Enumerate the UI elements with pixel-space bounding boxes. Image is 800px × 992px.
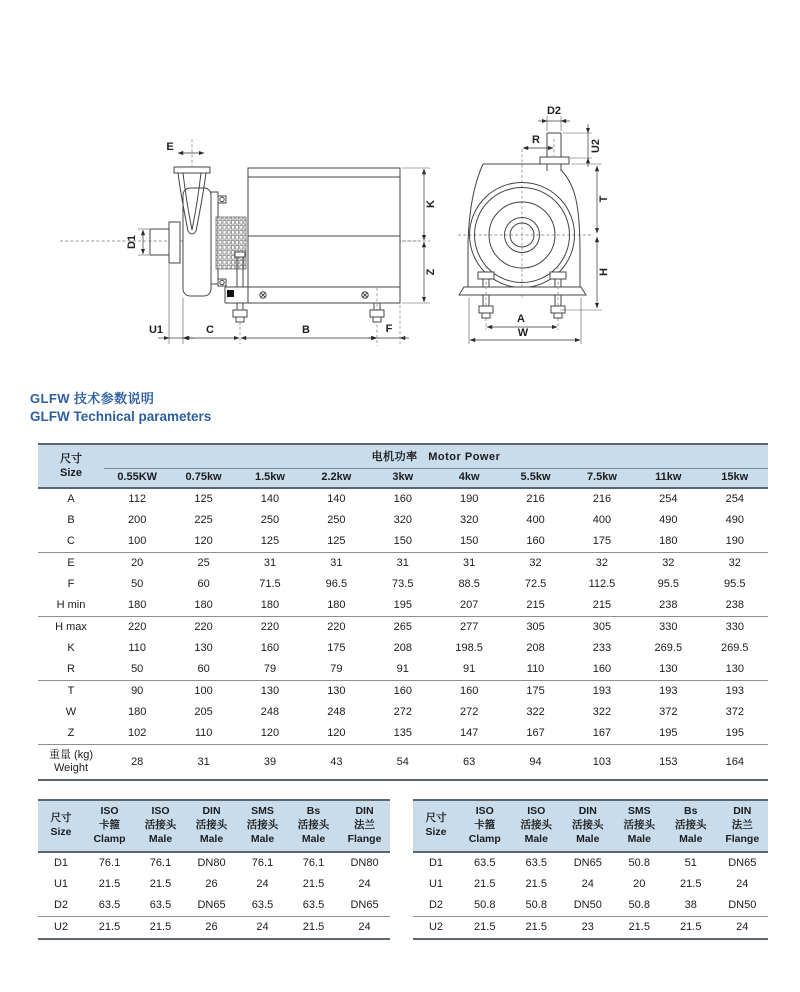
value-cell: 220 xyxy=(170,617,236,639)
dim-label-b: B xyxy=(302,324,310,336)
value-cell: 160 xyxy=(526,535,545,547)
column-header: 5.5kw xyxy=(502,469,568,489)
value-cell: 20 xyxy=(633,878,646,891)
value-cell: DN65 xyxy=(350,899,379,912)
section-title-en: GLFW Technical parameters xyxy=(30,408,212,424)
value-cell: 195 xyxy=(393,599,412,611)
row-label: C xyxy=(67,535,75,547)
value-cell: DN65 xyxy=(573,857,602,870)
row-label: U1 xyxy=(53,878,69,891)
value-cell: 88.5 xyxy=(458,578,480,590)
value-cell: 24 xyxy=(581,878,594,891)
row-label: U2 xyxy=(38,916,84,939)
clamp-fins xyxy=(216,217,246,269)
column-header: 15kw xyxy=(702,469,768,489)
value-cell: 250 xyxy=(327,514,346,526)
value-cell: 160 xyxy=(436,681,502,703)
value-cell: 50.8 xyxy=(628,899,650,912)
value-cell: 73.5 xyxy=(392,578,414,590)
value-cell: 140 xyxy=(327,493,346,505)
value-cell: 175 xyxy=(592,535,612,547)
section-heading xyxy=(30,390,211,426)
value-cell: 372 xyxy=(725,706,744,718)
value-cell: 250 xyxy=(260,514,280,526)
value-cell: 180 xyxy=(128,599,147,611)
column-header: DIN 活接头 Male xyxy=(186,800,237,852)
value-cell: 103 xyxy=(569,745,635,781)
value-cell: 100 xyxy=(170,681,236,703)
value-cell: 112.5 xyxy=(588,578,616,590)
table-row xyxy=(38,574,768,595)
value-cell: 130 xyxy=(237,681,303,703)
value-cell: 21.5 xyxy=(302,878,325,891)
value-cell: 130 xyxy=(725,663,744,675)
value-cell: 50.8 xyxy=(628,857,650,870)
table-row xyxy=(38,659,768,681)
value-cell: 110 xyxy=(128,642,146,654)
value-cell: 272 xyxy=(393,706,412,718)
pump-side-view xyxy=(60,139,437,346)
connection-table-left xyxy=(38,799,390,940)
connection-table-left-section xyxy=(38,799,390,940)
value-cell: 190 xyxy=(725,535,744,547)
column-header: 4kw xyxy=(436,469,502,489)
value-cell: 180 xyxy=(194,599,213,611)
table-body xyxy=(38,852,390,939)
value-cell: 130 xyxy=(659,663,678,675)
value-cell: 167 xyxy=(592,727,612,739)
value-cell: 76.1 xyxy=(251,857,274,870)
value-cell: 21.5 xyxy=(614,916,666,939)
row-label: 重量 (kg) Weight xyxy=(38,745,104,781)
value-cell: 269.5 xyxy=(654,642,683,654)
value-cell: 248 xyxy=(260,706,280,718)
motor-body xyxy=(248,168,400,303)
value-cell: 265 xyxy=(370,617,436,639)
column-header: DIN 法兰 Flange xyxy=(717,800,769,852)
value-cell: 28 xyxy=(104,745,170,781)
row-label: U1 xyxy=(428,878,444,891)
table-row xyxy=(413,895,768,917)
value-cell: DN80 xyxy=(197,857,226,870)
value-cell: 195 xyxy=(725,727,744,739)
row-label: B xyxy=(67,514,75,526)
value-cell: 39 xyxy=(237,745,303,781)
row-label: D1 xyxy=(428,857,444,870)
value-cell: 63.5 xyxy=(149,899,172,912)
value-cell: 20 xyxy=(104,553,170,575)
value-cell: 63.5 xyxy=(525,857,547,870)
value-cell: 215 xyxy=(526,599,545,611)
value-cell: 32 xyxy=(702,553,768,575)
section-title-zh: GLFW 技术参数说明 xyxy=(30,391,155,406)
table-row xyxy=(38,745,768,781)
top-outlet-pipe xyxy=(540,133,569,171)
table-body xyxy=(38,488,768,780)
value-cell: 21.5 xyxy=(459,916,511,939)
value-cell: 63.5 xyxy=(474,857,496,870)
value-cell: 31 xyxy=(237,553,303,575)
value-cell: 32 xyxy=(635,553,701,575)
value-cell: 225 xyxy=(194,514,213,526)
value-cell: 100 xyxy=(128,535,147,547)
value-cell: 164 xyxy=(702,745,768,781)
value-cell: 21.5 xyxy=(98,878,121,891)
value-cell: 160 xyxy=(592,663,612,675)
value-cell: 130 xyxy=(303,681,369,703)
table-row xyxy=(38,852,390,874)
row-label: W xyxy=(65,706,77,718)
value-cell: 91 xyxy=(396,663,409,675)
row-label: H min xyxy=(56,599,86,611)
value-cell: 21.5 xyxy=(149,878,172,891)
value-cell: 110 xyxy=(194,727,213,739)
column-header: SMS 活接头 Male xyxy=(614,800,666,852)
value-cell: 76.1 xyxy=(98,857,121,870)
value-cell: 193 xyxy=(702,681,768,703)
value-cell: 254 xyxy=(725,493,744,505)
value-cell: 50.8 xyxy=(525,899,547,912)
dim-label-w: W xyxy=(517,327,529,339)
value-cell: 320 xyxy=(459,514,479,526)
value-cell: 21.5 xyxy=(511,916,563,939)
dim-label-c: C xyxy=(206,324,214,336)
value-cell: 216 xyxy=(592,493,612,505)
table-row xyxy=(38,638,768,659)
table-row xyxy=(38,874,390,895)
dim-label-h: H xyxy=(598,268,610,276)
value-cell: 208 xyxy=(526,642,545,654)
right-foot-bolt xyxy=(550,266,566,330)
table-body xyxy=(413,852,768,939)
value-cell: 112 xyxy=(128,493,146,505)
dimension-D1 xyxy=(126,229,149,255)
value-cell: 60 xyxy=(197,578,210,590)
table-row xyxy=(38,488,768,510)
value-cell: 238 xyxy=(659,599,678,611)
value-cell: 72.5 xyxy=(524,578,547,590)
value-cell: 305 xyxy=(569,617,635,639)
value-cell: 31 xyxy=(303,553,369,575)
table-row xyxy=(38,617,768,639)
value-cell: 60 xyxy=(197,663,210,675)
dim-label-z: Z xyxy=(425,268,437,276)
base-plate xyxy=(459,287,586,295)
column-header: 尺寸 Size xyxy=(413,800,459,852)
column-header: ISO 活接头 Male xyxy=(511,800,563,852)
value-cell: 31 xyxy=(370,553,436,575)
row-label: U2 xyxy=(413,916,459,939)
value-cell: 135 xyxy=(393,727,412,739)
table-row xyxy=(38,510,768,531)
value-cell: 79 xyxy=(330,663,343,675)
value-cell: 43 xyxy=(303,745,369,781)
column-header: 11kw xyxy=(635,469,701,489)
value-cell: 95.5 xyxy=(724,578,746,590)
table-header xyxy=(38,444,768,488)
column-header: 1.5kw xyxy=(237,469,303,489)
table-row xyxy=(38,553,768,575)
motor-power-header: 电机功率 Motor Power xyxy=(104,444,768,469)
row-label: D2 xyxy=(428,899,444,912)
value-cell: 54 xyxy=(370,745,436,781)
value-cell: 160 xyxy=(393,493,412,505)
value-cell: 38 xyxy=(684,899,697,912)
value-cell: 193 xyxy=(635,681,701,703)
value-cell: 180 xyxy=(128,706,147,718)
value-cell: 120 xyxy=(194,535,213,547)
value-cell: 120 xyxy=(260,727,280,739)
value-cell: 63.5 xyxy=(302,899,325,912)
value-cell: 24 xyxy=(717,916,769,939)
value-cell: 180 xyxy=(260,599,280,611)
value-cell: 147 xyxy=(459,727,479,739)
value-cell: 32 xyxy=(569,553,635,575)
value-cell: 24 xyxy=(237,916,288,939)
dim-label-f: F xyxy=(385,323,393,335)
value-cell: 24 xyxy=(339,916,390,939)
value-cell: 21.5 xyxy=(84,916,135,939)
value-cell: 150 xyxy=(459,535,479,547)
column-header: 0.55KW xyxy=(104,469,170,489)
row-label: D1 xyxy=(53,857,69,870)
row-label: T xyxy=(38,681,104,703)
value-cell: 220 xyxy=(303,617,369,639)
value-cell: 21.5 xyxy=(474,878,496,891)
dim-label-t: T xyxy=(598,195,610,203)
value-cell: DN65 xyxy=(197,899,226,912)
dimension-D2 xyxy=(538,105,570,131)
value-cell: 95.5 xyxy=(657,578,680,590)
value-cell: 79 xyxy=(263,663,277,675)
value-cell: 140 xyxy=(260,493,280,505)
value-cell: 400 xyxy=(526,514,545,526)
table-row xyxy=(413,874,768,895)
column-header: 2.2kw xyxy=(303,469,369,489)
value-cell: 160 xyxy=(370,681,436,703)
column-header: Bs 活接头 Male xyxy=(288,800,339,852)
value-cell: 51 xyxy=(684,857,697,870)
value-cell: 269.5 xyxy=(720,642,749,654)
left-foot-bolt xyxy=(478,266,494,330)
value-cell: 125 xyxy=(260,535,280,547)
table-header xyxy=(413,800,768,852)
value-cell: 120 xyxy=(327,727,346,739)
value-cell: DN50 xyxy=(728,899,757,912)
value-cell: 50 xyxy=(131,578,144,590)
column-header: 尺寸 Size xyxy=(38,800,84,852)
table-row xyxy=(38,702,768,723)
value-cell: 76.1 xyxy=(302,857,325,870)
column-header: DIN 活接头 Male xyxy=(562,800,614,852)
value-cell: 125 xyxy=(327,535,346,547)
column-header: ISO 活接头 Male xyxy=(135,800,186,852)
row-label: K xyxy=(67,642,75,654)
value-cell: 21.5 xyxy=(135,916,186,939)
row-label: R xyxy=(67,663,75,675)
value-cell: 32 xyxy=(502,553,568,575)
value-cell: 31 xyxy=(170,745,236,781)
dim-label-a: A xyxy=(517,313,525,325)
value-cell: 21.5 xyxy=(288,916,339,939)
dimension-R xyxy=(523,134,554,156)
value-cell: 50 xyxy=(131,663,144,675)
value-cell: 153 xyxy=(635,745,701,781)
column-header: Bs 活接头 Male xyxy=(665,800,717,852)
value-cell: 110 xyxy=(526,663,545,675)
column-header: DIN 法兰 Flange xyxy=(339,800,390,852)
value-cell: 207 xyxy=(459,599,479,611)
value-cell: 322 xyxy=(592,706,612,718)
value-cell: 31 xyxy=(436,553,502,575)
value-cell: 175 xyxy=(502,681,568,703)
dim-label-u1: U1 xyxy=(148,324,164,336)
value-cell: 220 xyxy=(237,617,303,639)
value-cell: 180 xyxy=(327,599,346,611)
value-cell: 26 xyxy=(186,916,237,939)
row-label: H max xyxy=(38,617,104,639)
column-header: ISO 卡箍 Clamp xyxy=(459,800,511,852)
value-cell: 400 xyxy=(592,514,612,526)
value-cell: DN50 xyxy=(573,899,602,912)
table-row xyxy=(413,852,768,874)
value-cell: 24 xyxy=(256,878,269,891)
value-cell: 490 xyxy=(725,514,744,526)
value-cell: 90 xyxy=(104,681,170,703)
value-cell: 96.5 xyxy=(325,578,348,590)
value-cell: 190 xyxy=(459,493,479,505)
value-cell: 91 xyxy=(463,663,476,675)
value-cell: 150 xyxy=(393,535,412,547)
value-cell: 130 xyxy=(194,642,213,654)
value-cell: 63.5 xyxy=(98,899,121,912)
table-row xyxy=(38,531,768,553)
value-cell: 24 xyxy=(736,878,749,891)
value-cell: 21.5 xyxy=(665,916,717,939)
dim-label-u2: U2 xyxy=(590,138,602,154)
casing-outline xyxy=(468,164,580,288)
value-cell: 102 xyxy=(128,727,147,739)
value-cell: 238 xyxy=(725,599,744,611)
value-cell: 372 xyxy=(659,706,678,718)
dimension-K-Z xyxy=(402,168,437,303)
pump-dimension-drawing xyxy=(0,0,800,380)
value-cell: 23 xyxy=(562,916,614,939)
dim-label-d1: D1 xyxy=(126,234,138,250)
table-row xyxy=(38,895,390,917)
dim-label-d2: D2 xyxy=(546,105,562,117)
value-cell: 220 xyxy=(104,617,170,639)
connection-table-right xyxy=(413,799,768,940)
value-cell: 195 xyxy=(659,727,678,739)
value-cell: DN80 xyxy=(350,857,379,870)
value-cell: 180 xyxy=(659,535,678,547)
value-cell: 21.5 xyxy=(525,878,547,891)
value-cell: 248 xyxy=(327,706,346,718)
connection-table-right-section xyxy=(413,799,768,940)
value-cell: 24 xyxy=(358,878,371,891)
value-cell: 26 xyxy=(205,878,218,891)
value-cell: 205 xyxy=(194,706,213,718)
technical-parameters-table xyxy=(38,443,768,781)
row-label: Z xyxy=(67,727,75,739)
value-cell: 167 xyxy=(526,727,545,739)
value-cell: 490 xyxy=(659,514,678,526)
row-label: A xyxy=(67,493,75,505)
size-column-header: 尺寸 Size xyxy=(38,444,104,488)
table-row xyxy=(38,681,768,703)
base-screw-icon xyxy=(362,292,368,298)
value-cell: 25 xyxy=(170,553,236,575)
column-header: 3kw xyxy=(370,469,436,489)
row-label: F xyxy=(67,578,75,590)
value-cell: 305 xyxy=(502,617,568,639)
value-cell: 175 xyxy=(327,642,346,654)
technical-parameters-section xyxy=(38,443,768,781)
column-header: 7.5kw xyxy=(569,469,635,489)
value-cell: 125 xyxy=(194,493,213,505)
value-cell: 208 xyxy=(393,642,412,654)
table-row xyxy=(413,916,768,939)
table-row xyxy=(38,916,390,939)
value-cell: 21.5 xyxy=(680,878,702,891)
column-header: 0.75kw xyxy=(170,469,236,489)
value-cell: 233 xyxy=(592,642,612,654)
table-row xyxy=(38,723,768,745)
column-header: SMS 活接头 Male xyxy=(237,800,288,852)
value-cell: 160 xyxy=(260,642,280,654)
dim-label-k: K xyxy=(425,200,437,208)
value-cell: 76.1 xyxy=(149,857,172,870)
value-cell: 193 xyxy=(569,681,635,703)
value-cell: DN65 xyxy=(728,857,757,870)
dimension-E xyxy=(166,139,204,167)
value-cell: 277 xyxy=(436,617,502,639)
value-cell: 198.5 xyxy=(455,642,483,654)
value-cell: 63 xyxy=(436,745,502,781)
value-cell: 322 xyxy=(526,706,545,718)
outlet-port xyxy=(150,222,180,263)
value-cell: 272 xyxy=(459,706,479,718)
value-cell: 63.5 xyxy=(251,899,274,912)
pump-front-view xyxy=(458,105,610,344)
value-cell: 94 xyxy=(502,745,568,781)
base-screw-icon xyxy=(260,292,266,298)
table-header xyxy=(38,800,390,852)
row-label: D2 xyxy=(53,899,69,912)
value-cell: 215 xyxy=(592,599,612,611)
value-cell: 200 xyxy=(128,514,147,526)
row-label: E xyxy=(38,553,104,575)
table-row xyxy=(38,595,768,617)
value-cell: 71.5 xyxy=(259,578,281,590)
dim-label-e: E xyxy=(166,141,174,153)
value-cell: 254 xyxy=(659,493,678,505)
value-cell: 330 xyxy=(635,617,701,639)
value-cell: 330 xyxy=(702,617,768,639)
column-header: ISO 卡箍 Clamp xyxy=(84,800,135,852)
value-cell: 50.8 xyxy=(474,899,496,912)
value-cell: 320 xyxy=(393,514,412,526)
value-cell: 216 xyxy=(526,493,545,505)
dim-label-r: R xyxy=(532,134,540,146)
